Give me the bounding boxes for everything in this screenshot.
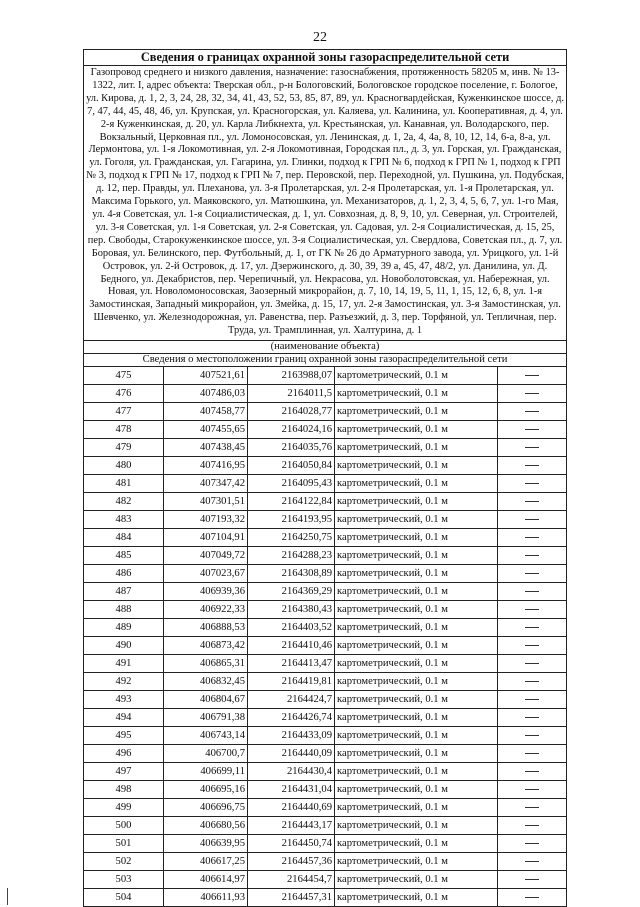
point-number-cell: 497 [84, 763, 164, 781]
extra-cell [498, 889, 567, 907]
dash-mark [525, 573, 539, 574]
extra-cell [498, 799, 567, 817]
y-coordinate-cell: 2164450,74 [248, 835, 335, 853]
point-number-cell: 495 [84, 727, 164, 745]
page-number: 22 [313, 30, 327, 45]
point-number-cell: 500 [84, 817, 164, 835]
dash-mark [525, 447, 539, 448]
dash-mark [525, 519, 539, 520]
x-coordinate-cell: 407301,51 [164, 493, 248, 511]
x-coordinate-cell: 407458,77 [164, 403, 248, 421]
x-coordinate-cell: 407193,32 [164, 511, 248, 529]
point-number-cell: 501 [84, 835, 164, 853]
method-cell: картометрический, 0.1 м [335, 799, 498, 817]
x-coordinate-cell: 406695,16 [164, 781, 248, 799]
table-row [84, 565, 567, 583]
x-coordinate-cell: 406865,31 [164, 655, 248, 673]
dash-mark [525, 375, 539, 376]
point-number-cell: 485 [84, 547, 164, 565]
extra-cell [498, 745, 567, 763]
extra-cell [498, 691, 567, 709]
x-coordinate-cell: 406700,7 [164, 745, 248, 763]
x-coordinate-cell: 406888,53 [164, 619, 248, 637]
point-number-cell: 502 [84, 853, 164, 871]
method-cell: картометрический, 0.1 м [335, 367, 498, 385]
extra-cell [498, 817, 567, 835]
method-cell: картометрический, 0.1 м [335, 835, 498, 853]
dash-mark [525, 735, 539, 736]
dash-mark [525, 645, 539, 646]
extra-cell [498, 475, 567, 493]
table-row [84, 439, 567, 457]
table-row [84, 781, 567, 799]
point-number-cell: 476 [84, 385, 164, 403]
y-coordinate-cell: 2164024,16 [248, 421, 335, 439]
y-coordinate-cell: 2164288,23 [248, 547, 335, 565]
x-coordinate-cell: 406611,93 [164, 889, 248, 907]
y-coordinate-cell: 2164419,81 [248, 673, 335, 691]
y-coordinate-cell: 2164369,29 [248, 583, 335, 601]
method-cell: картометрический, 0.1 м [335, 727, 498, 745]
method-cell: картометрический, 0.1 м [335, 655, 498, 673]
table-row [84, 547, 567, 565]
y-coordinate-cell: 2164095,43 [248, 475, 335, 493]
point-number-cell: 475 [84, 367, 164, 385]
table-row [84, 799, 567, 817]
extra-cell [498, 709, 567, 727]
dash-mark [525, 609, 539, 610]
y-coordinate-cell: 2164426,74 [248, 709, 335, 727]
x-coordinate-cell: 406791,38 [164, 709, 248, 727]
x-coordinate-cell: 406922,33 [164, 601, 248, 619]
table-row [84, 403, 567, 421]
method-cell: картометрический, 0.1 м [335, 565, 498, 583]
method-cell: картометрический, 0.1 м [335, 745, 498, 763]
dash-mark [525, 717, 539, 718]
x-coordinate-cell: 407521,61 [164, 367, 248, 385]
x-coordinate-cell: 406832,45 [164, 673, 248, 691]
x-coordinate-cell: 407049,72 [164, 547, 248, 565]
extra-cell [498, 619, 567, 637]
y-coordinate-cell: 2164413,47 [248, 655, 335, 673]
table-row [84, 817, 567, 835]
point-number-cell: 503 [84, 871, 164, 889]
dash-mark [525, 825, 539, 826]
boundary-table [83, 49, 567, 907]
table-row [84, 529, 567, 547]
method-cell: картометрический, 0.1 м [335, 385, 498, 403]
method-cell: картометрический, 0.1 м [335, 889, 498, 907]
table-row [84, 655, 567, 673]
extra-cell [498, 421, 567, 439]
extra-cell [498, 439, 567, 457]
point-number-cell: 477 [84, 403, 164, 421]
point-number-cell: 504 [84, 889, 164, 907]
method-cell: картометрический, 0.1 м [335, 781, 498, 799]
y-coordinate-cell: 2164457,31 [248, 889, 335, 907]
method-cell: картометрический, 0.1 м [335, 547, 498, 565]
dash-mark [525, 753, 539, 754]
table-row [84, 835, 567, 853]
extra-cell [498, 385, 567, 403]
table-row [84, 421, 567, 439]
y-coordinate-cell: 2164454,7 [248, 871, 335, 889]
x-coordinate-cell: 406873,42 [164, 637, 248, 655]
table-row [84, 457, 567, 475]
point-number-cell: 499 [84, 799, 164, 817]
method-cell: картометрический, 0.1 м [335, 691, 498, 709]
extra-cell [498, 565, 567, 583]
dash-mark [525, 627, 539, 628]
x-coordinate-cell: 407438,45 [164, 439, 248, 457]
point-number-cell: 489 [84, 619, 164, 637]
method-cell: картометрический, 0.1 м [335, 421, 498, 439]
extra-cell [498, 655, 567, 673]
table-row [84, 601, 567, 619]
point-number-cell: 496 [84, 745, 164, 763]
dash-mark [525, 681, 539, 682]
y-coordinate-cell: 2164380,43 [248, 601, 335, 619]
method-cell: картометрический, 0.1 м [335, 709, 498, 727]
object-description: Газопровод среднего и низкого давления, назначение: газоснабжения, протяженность 58205 м, инв. № 13-1322, лит. I, адрес объекта: Тверская обл., р-н Бологовский, Бологовское городское поселение, г. Бологое, ул. Кирова, д. 1, 2, 3, 24, 28, 32, 34, 41, 43, 52, 53, 85, 87, 89, ул. Красногвардейская, Куженкинское шоссе, д. 7, 47, 44, 45, 48, 46, ул. Крупская, ул. Красногорская, ул. Каляева, ул. Калинина, ул. Кооперативная, д. 4, ул. 2-я Куженкинская, д. 20, ул. Карла Либкнехта, ул. Крестьянская, ул. Канавная, ул. Володарского, пер. Вокзальный, Церковная пл., ул. Ломоносовская, ул. Ленинская, д. 1, 2а, 4, 4а, 8, 10, 12, 14, 6-а, 8-а, ул. Лермонтова, ул. 1-я Локомотивная, ул. 2-я Локомотивная, Городская пл., д. 3, ул. Горская, ул. Гражданская, ул. Гоголя, ул. Гражданская, ул. Гагарина, ул. Глинки, подход к ГРП № 6, подход к ГРП № 1, подход к ГРП № 3, подход к ГРП № 17, подход к ГРП № 7, пер. Перовской, пер. Переходной, ул. Пушкина, ул. Подубская, д. 12, пер. Правды, ул. Плеханова, ул. 3-я Пролетарская, ул. 2-я Пролетарская, ул. 1-я Пролетарская, ул. Максима Горького, ул. Маяковского, ул. Матюшкина, ул. Механизаторов, д. 1, 2, 3, 4, 5, 6, 7, ул. 1-го Мая, ул. 4-я Советская, ул. 1-я Социалистическая, д. 1, ул. Совхозная, д. 8, 9, 10, ул. Северная, ул. Строителей, ул. 3-я Советская, ул. 1-я Советская, ул. 2-я Советская, ул. Садовая, ул. 2-я Социалистическая, д. 15, 25, пер. Свободы, Старокуженкинское шоссе, ул. 3-я Социалистическая, ул. Свердлова, Советская пл., д. 7, ул. Боровая, ул. Белинского, пер. Футбольный, д. 1, от ГК № 26 до Арматурного завода, ул. Урицкого, ул. 1-й Островок, ул. 2-й Островок, д. 17, ул. Дзержинского, д. 30, 39, 39 а, 45, 47, 48/2, ул. Данилина, ул. Д. Бедного, ул. Декабристов, пер. Черепичный, ул. Некрасова, ул. Новоболотовская, ул. Набережная, ул. Новая, ул. Новоломоносовская, Заозерный микрорайон, д. 7, 10, 14, 19, 5, 11, 1, 15, 12, 6, 8, ул. 1-я Замостинская, Западный микрорайон, ул. Змейка, д. 15, 17, ул. 2-я Замостинская, ул. 3-я Замостинская, ул. Шевченко, ул. Железнодорожная, ул. Равенства, пер. Разъезжий, д. 3, пер. Торфяной, ул. Тепличная, пер. Труда, ул. Трамплинная, ул. Халтурина, д. 1 [84, 66, 567, 341]
dash-mark [525, 555, 539, 556]
y-coordinate-cell: 2164011,5 [248, 385, 335, 403]
extra-cell [498, 781, 567, 799]
table-row [84, 385, 567, 403]
table-row [84, 871, 567, 889]
extra-cell [498, 493, 567, 511]
y-coordinate-cell: 2164443,17 [248, 817, 335, 835]
dash-mark [525, 789, 539, 790]
y-coordinate-cell: 2164424,7 [248, 691, 335, 709]
y-coordinate-cell: 2164193,95 [248, 511, 335, 529]
dash-mark [525, 663, 539, 664]
table-row [84, 691, 567, 709]
object-name-caption: (наименование объекта) [84, 341, 567, 354]
extra-cell [498, 403, 567, 421]
x-coordinate-cell: 406614,97 [164, 871, 248, 889]
table-row [84, 511, 567, 529]
x-coordinate-cell: 406680,56 [164, 817, 248, 835]
x-coordinate-cell: 407023,67 [164, 565, 248, 583]
point-number-cell: 478 [84, 421, 164, 439]
method-cell: картометрический, 0.1 м [335, 763, 498, 781]
y-coordinate-cell: 2164433,09 [248, 727, 335, 745]
extra-cell [498, 727, 567, 745]
x-coordinate-cell: 406743,14 [164, 727, 248, 745]
method-cell: картометрический, 0.1 м [335, 529, 498, 547]
y-coordinate-cell: 2164308,89 [248, 565, 335, 583]
table-row [84, 637, 567, 655]
dash-mark [525, 393, 539, 394]
method-cell: картометрический, 0.1 м [335, 457, 498, 475]
method-cell: картометрический, 0.1 м [335, 403, 498, 421]
point-number-cell: 498 [84, 781, 164, 799]
dash-mark [525, 843, 539, 844]
dash-mark [525, 429, 539, 430]
method-cell: картометрический, 0.1 м [335, 817, 498, 835]
method-cell: картометрический, 0.1 м [335, 475, 498, 493]
table-row [84, 745, 567, 763]
x-coordinate-cell: 406639,95 [164, 835, 248, 853]
y-coordinate-cell: 2164410,46 [248, 637, 335, 655]
x-coordinate-cell: 407347,42 [164, 475, 248, 493]
y-coordinate-cell: 2164028,77 [248, 403, 335, 421]
y-coordinate-cell: 2164440,09 [248, 745, 335, 763]
point-number-cell: 481 [84, 475, 164, 493]
y-coordinate-cell: 2164431,04 [248, 781, 335, 799]
dash-mark [525, 771, 539, 772]
extra-cell [498, 637, 567, 655]
document-title: Сведения о границах охранной зоны газораспределительной сети [84, 50, 567, 66]
method-cell: картометрический, 0.1 м [335, 511, 498, 529]
extra-cell [498, 763, 567, 781]
x-coordinate-cell: 406804,67 [164, 691, 248, 709]
point-number-cell: 486 [84, 565, 164, 583]
dash-mark [525, 897, 539, 898]
dash-mark [525, 807, 539, 808]
table-row [84, 493, 567, 511]
method-cell: картометрический, 0.1 м [335, 673, 498, 691]
table-row [84, 853, 567, 871]
extra-cell [498, 583, 567, 601]
y-coordinate-cell: 2164457,36 [248, 853, 335, 871]
point-number-cell: 491 [84, 655, 164, 673]
point-number-cell: 487 [84, 583, 164, 601]
dash-mark [525, 699, 539, 700]
table-row [84, 583, 567, 601]
extra-cell [498, 871, 567, 889]
point-number-cell: 488 [84, 601, 164, 619]
y-coordinate-cell: 2164035,76 [248, 439, 335, 457]
table-row [84, 367, 567, 385]
extra-cell [498, 547, 567, 565]
y-coordinate-cell: 2164440,69 [248, 799, 335, 817]
dash-mark [525, 879, 539, 880]
x-coordinate-cell: 406617,25 [164, 853, 248, 871]
x-coordinate-cell: 407486,03 [164, 385, 248, 403]
point-number-cell: 493 [84, 691, 164, 709]
table-row [84, 475, 567, 493]
dash-mark [525, 465, 539, 466]
y-coordinate-cell: 2164430,4 [248, 763, 335, 781]
x-coordinate-cell: 407455,65 [164, 421, 248, 439]
dash-mark [525, 501, 539, 502]
extra-cell [498, 673, 567, 691]
dash-mark [525, 483, 539, 484]
table-row [84, 763, 567, 781]
point-number-cell: 484 [84, 529, 164, 547]
location-subtitle: Сведения о местоположении границ охранной зоны газораспределительной сети [84, 354, 567, 367]
x-coordinate-cell: 407104,91 [164, 529, 248, 547]
dash-mark [525, 861, 539, 862]
point-number-cell: 479 [84, 439, 164, 457]
point-number-cell: 480 [84, 457, 164, 475]
dash-mark [525, 591, 539, 592]
table-row [84, 709, 567, 727]
method-cell: картометрический, 0.1 м [335, 493, 498, 511]
x-coordinate-cell: 406699,11 [164, 763, 248, 781]
dash-mark [525, 537, 539, 538]
point-number-cell: 483 [84, 511, 164, 529]
method-cell: картометрический, 0.1 м [335, 637, 498, 655]
y-coordinate-cell: 2164122,84 [248, 493, 335, 511]
y-coordinate-cell: 2164250,75 [248, 529, 335, 547]
x-coordinate-cell: 407416,95 [164, 457, 248, 475]
y-coordinate-cell: 2163988,07 [248, 367, 335, 385]
table-row [84, 619, 567, 637]
point-number-cell: 492 [84, 673, 164, 691]
extra-cell [498, 457, 567, 475]
dash-mark [525, 411, 539, 412]
extra-cell [498, 367, 567, 385]
table-row [84, 889, 567, 907]
extra-cell [498, 529, 567, 547]
y-coordinate-cell: 2164403,52 [248, 619, 335, 637]
method-cell: картометрический, 0.1 м [335, 871, 498, 889]
point-number-cell: 490 [84, 637, 164, 655]
method-cell: картометрический, 0.1 м [335, 583, 498, 601]
method-cell: картометрический, 0.1 м [335, 853, 498, 871]
table-row [84, 673, 567, 691]
method-cell: картометрический, 0.1 м [335, 439, 498, 457]
extra-cell [498, 511, 567, 529]
table-row [84, 727, 567, 745]
point-number-cell: 494 [84, 709, 164, 727]
extra-cell [498, 835, 567, 853]
method-cell: картометрический, 0.1 м [335, 619, 498, 637]
extra-cell [498, 853, 567, 871]
scan-edge-mark [7, 888, 8, 905]
method-cell: картометрический, 0.1 м [335, 601, 498, 619]
x-coordinate-cell: 406939,36 [164, 583, 248, 601]
point-number-cell: 482 [84, 493, 164, 511]
extra-cell [498, 601, 567, 619]
x-coordinate-cell: 406696,75 [164, 799, 248, 817]
y-coordinate-cell: 2164050,84 [248, 457, 335, 475]
